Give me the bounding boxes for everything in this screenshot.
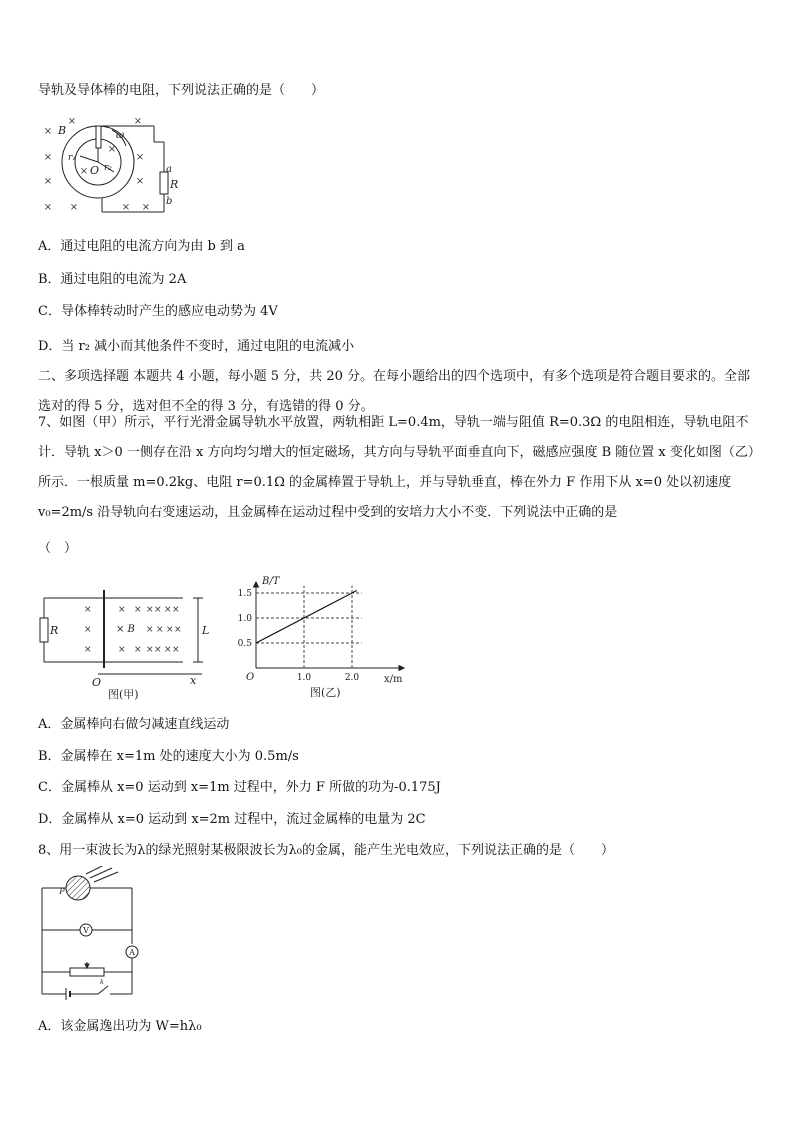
q6-option-b: B．通过电阻的电流为 2A	[38, 272, 187, 287]
fig6-label-O: O	[90, 164, 100, 177]
fig7a-label-O: O	[92, 676, 102, 689]
svg-text:×: ×	[84, 645, 92, 655]
fig6-label-R: R	[170, 178, 179, 191]
svg-text:×: ×	[134, 645, 142, 655]
svg-text:×: ×	[79, 166, 89, 177]
fig6-label-omega: ω	[116, 130, 125, 141]
fig6-label-b: b	[166, 196, 173, 207]
fig8-label-P: P	[59, 887, 65, 896]
svg-text:×: ×	[84, 625, 92, 635]
figure-q7-jia	[38, 580, 218, 706]
section-2-heading: 二、多项选择题 本题共 4 小题，每小题 5 分，共 20 分。在每小题给出的四个选项中，有多个选项是符合题目要求的。全部选对的得 5 分，选对但不全的得 3 分，有选错的得 0 分。	[38, 369, 751, 414]
chart-ylabel: B/T	[262, 576, 280, 587]
figure-q6-rotating-rod	[40, 112, 190, 220]
svg-text:×: ×	[121, 202, 131, 213]
svg-text:×: ×	[118, 645, 126, 655]
svg-text:×: ×	[146, 645, 154, 655]
q7-stem: 7、如图（甲）所示，平行光滑金属导轨水平放置，两轨相距 L=0.4m，导轨一端与阻值 R=0.3Ω 的电阻相连，导轨电阻不计．导轨 x＞0 一侧存在沿 x 方向均匀增大的恒定磁场，其方向与导轨平面垂直向下，磁感应强度 B 随位置 x 变化如图（乙）所示．一根质量 m=0.2kg、电阻 r=0.1Ω 的金属棒置于导轨上，并与导轨垂直，棒在外力 F 作用下从 x=0 处以初速度 v₀=2m/s 沿导轨向右变速运动，且金属棒在运动过程中受到的安培力大小不变．下列说法中正确的是	[38, 415, 755, 520]
fig8-switch-k: k	[100, 979, 104, 986]
svg-text:×: ×	[135, 152, 145, 163]
fig8-voltmeter: V	[83, 926, 89, 935]
svg-text:×: ×	[146, 605, 154, 615]
q6-stem-tail: 导轨及导体棒的电阻，下列说法正确的是（ ）	[38, 83, 325, 98]
chart-series-line	[256, 591, 357, 644]
svg-text:×: ×	[43, 126, 53, 137]
fig6-label-a: a	[166, 164, 172, 175]
fig6-label-r2: r₂	[104, 163, 112, 173]
svg-text:×: ×	[43, 176, 53, 187]
fig7a-label-B: × B	[116, 624, 135, 635]
chart-ytick-label: 0.5	[237, 639, 252, 649]
fig6-label-B: B	[58, 124, 67, 137]
svg-text:×: ×	[43, 152, 53, 163]
chart-ytick-label: 1.5	[237, 589, 252, 599]
svg-text:×: ×	[172, 645, 180, 655]
figure-q7-yi-chart	[232, 572, 412, 702]
fig7a-label-L: L	[202, 624, 210, 637]
q7-answer-paren: （ ）	[38, 541, 78, 556]
svg-text:×: ×	[84, 605, 92, 615]
fig6-label-r1: r₁	[68, 153, 76, 163]
fig7a-caption: 图(甲)	[108, 688, 139, 701]
fig8-ammeter: A	[129, 948, 135, 957]
svg-text:×: ×	[118, 605, 126, 615]
svg-text:×: ×	[174, 625, 182, 635]
q7-option-a: A．金属棒向右做匀减速直线运动	[38, 717, 230, 732]
svg-text:×: ×	[107, 144, 117, 155]
q7-option-d: D．金属棒从 x=0 运动到 x=2m 过程中，流过金属棒的电量为 2C	[38, 812, 426, 827]
q8-stem: 8、用一束波长为λ的绿光照射某极限波长为λ₀的金属，能产生光电效应，下列说法正确的是（ ）	[38, 843, 614, 858]
svg-text:×: ×	[166, 625, 174, 635]
svg-text:×: ×	[135, 176, 145, 187]
q8-option-a: A．该金属逸出功为 W=hλ₀	[38, 1019, 202, 1034]
svg-text:×: ×	[146, 625, 154, 635]
fig7b-caption: 图(乙)	[310, 686, 341, 699]
q6-option-d: D．当 r₂ 减小而其他条件不变时，通过电阻的电流减小	[38, 339, 355, 354]
svg-text:×: ×	[154, 605, 162, 615]
svg-text:×: ×	[172, 605, 180, 615]
chart-origin: O	[246, 672, 255, 683]
chart-ytick-label: 1.0	[237, 614, 252, 624]
svg-text:×: ×	[141, 202, 151, 213]
q6-option-c: C．导体棒转动时产生的感应电动势为 4V	[38, 304, 278, 319]
q7-option-c: C．金属棒从 x=0 运动到 x=1m 过程中，外力 F 所做的功为-0.175J	[38, 780, 441, 795]
svg-text:×: ×	[67, 116, 77, 127]
svg-text:×: ×	[164, 605, 172, 615]
svg-text:×: ×	[134, 605, 142, 615]
chart-xlabel: x/m	[384, 674, 403, 685]
svg-text:×: ×	[133, 116, 143, 127]
q7-option-b: B．金属棒在 x=1m 处的速度大小为 0.5m/s	[38, 749, 299, 764]
q6-option-a: A．通过电阻的电流方向为由 b 到 a	[38, 239, 245, 254]
svg-text:×: ×	[156, 625, 164, 635]
chart-xtick-label: 2.0	[344, 673, 360, 683]
svg-text:×: ×	[154, 645, 162, 655]
figure-q8-photoelectric-circuit	[36, 866, 146, 1002]
svg-text:×: ×	[43, 202, 53, 213]
fig7a-label-x: x	[190, 674, 197, 687]
svg-text:×: ×	[69, 202, 79, 213]
svg-text:×: ×	[164, 645, 172, 655]
fig7a-label-R: R	[50, 624, 59, 637]
chart-xtick-label: 1.0	[296, 673, 312, 683]
